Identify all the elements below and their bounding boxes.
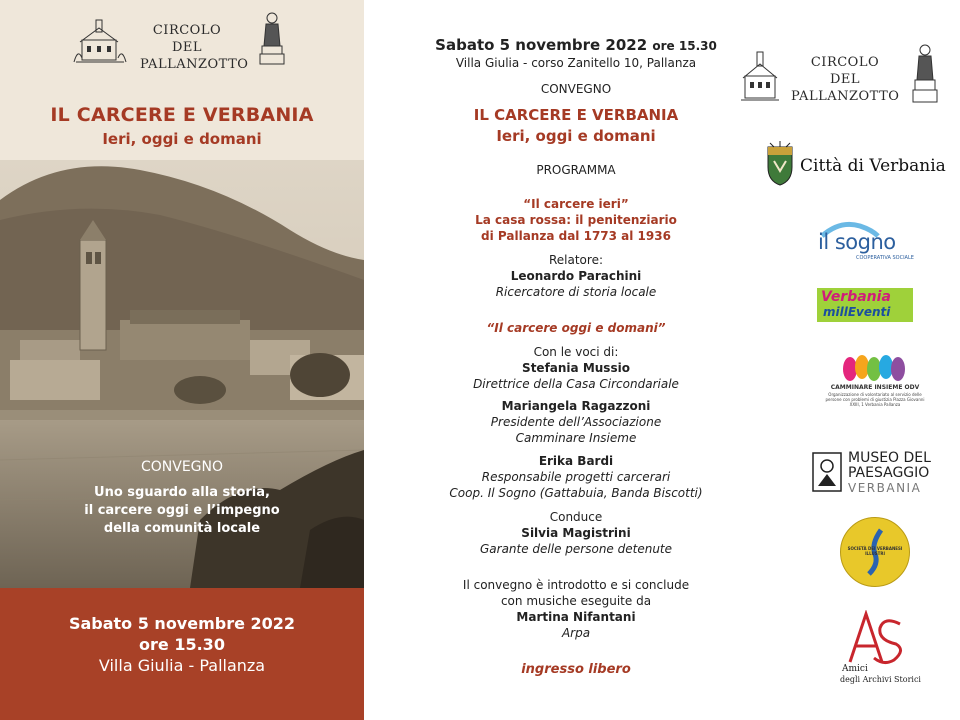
verbania-millevento-logo: [817, 288, 913, 322]
societa-verbanesi-logo: [840, 517, 910, 587]
camminare-insieme-logo: [820, 353, 930, 413]
relatore-label: Relatore:: [548, 253, 603, 267]
il-sogno-logo: [816, 220, 916, 264]
event-datetime: [394, 36, 758, 54]
event-date: Sabato 5 novembre 2022: [435, 36, 648, 54]
part2-title: “Il carcere oggi e domani”: [486, 321, 666, 335]
as-monogram-icon: [844, 610, 904, 666]
cover-description-line-2: il carcere oggi e l’impegno: [84, 503, 280, 518]
free-entry: ingresso libero: [521, 662, 631, 677]
convegno-label: CONVEGNO: [540, 82, 612, 96]
il-sogno-text: il sogno: [818, 230, 896, 254]
speaker-2-role-line-1: Presidente dell’Associazione: [490, 415, 662, 429]
conduce-name: Silvia Magistrini: [521, 526, 631, 540]
musician-name: Martina Nifantani: [516, 610, 636, 624]
il-sogno-subtitle: COOPERATIVA SOCIALE: [856, 255, 914, 261]
circolo-logo-text: CIRCOLO DEL PALLANZOTTO: [140, 23, 249, 72]
villa-sketch-icon: [739, 46, 781, 102]
conduce-label: Conduce: [549, 510, 603, 524]
part1-title-line-3: di Pallanza dal 1773 al 1936: [481, 229, 671, 243]
museo-line-2: PAESAGGIO: [848, 465, 930, 481]
speaker-2-role-line-2: Camminare Insieme: [515, 431, 637, 445]
verbania-mille-bottom: millEventi: [823, 305, 891, 319]
event-time: ore 15.30: [652, 39, 717, 53]
footer-time: ore 15.30: [139, 635, 225, 654]
relatore-name: Leonardo Parachini: [510, 269, 642, 283]
museo-line-1: MUSEO DEL: [848, 450, 931, 466]
verbania-mille-top: Verbania: [821, 289, 891, 305]
citta-text: Città di Verbania: [800, 156, 946, 176]
speaker-1-name: Stefania Mussio: [522, 361, 630, 375]
part1-title-line-2: La casa rossa: il penitenziario: [475, 213, 677, 227]
programma-label: PROGRAMMA: [536, 163, 616, 177]
program-title: IL CARCERE E VERBANIA: [473, 106, 679, 124]
cover-footer: [0, 588, 364, 720]
closing-line-2: con musiche eseguite da: [500, 594, 652, 608]
museo-emblem-icon: [812, 452, 842, 492]
program-subtitle: Ieri, oggi e domani: [496, 127, 656, 145]
musician-instrument: Arpa: [561, 626, 591, 640]
part1-title-line-1: “Il carcere ieri”: [523, 197, 629, 211]
footer-place: Villa Giulia - Pallanza: [98, 656, 266, 675]
cover-description-line-3: della comunità locale: [103, 521, 261, 536]
camminare-title: CAMMINARE INSIEME ODV: [830, 384, 920, 391]
conduce-role: Garante delle persone detenute: [479, 542, 673, 556]
speaker-2-name: Mariangela Ragazzoni: [501, 399, 651, 413]
speaker-3-name: Erika Bardi: [538, 454, 614, 468]
amici-line-2: degli Archivi Storici: [840, 675, 921, 684]
closing-line-1: Il convegno è introdotto e si conclude: [462, 578, 690, 592]
villa-sketch-icon: [72, 18, 128, 64]
speaker-3-role-line-2: Coop. Il Sogno (Gattabuia, Banda Biscotti): [449, 486, 703, 500]
cover-subtitle: Ieri, oggi e domani: [102, 130, 262, 148]
statue-sketch-icon: [256, 10, 288, 66]
event-address: Villa Giulia - corso Zanitello 10, Pallanza: [455, 56, 697, 70]
coat-of-arms-icon: [764, 141, 796, 187]
cover-description-line-1: Uno sguardo alla storia,: [94, 485, 270, 500]
amici-archivi-logo: [840, 610, 920, 688]
citta-verbania-logo: [764, 141, 944, 191]
cover-convegno-label: CONVEGNO: [140, 459, 224, 475]
societa-text: SOCIETÀ DEI VERBANESI ILLUSTRI: [847, 546, 903, 556]
museo-paesaggio-logo: [812, 450, 940, 498]
camminare-desc: Organizzazione di volontariato al servizio delle persone con problemi di giustizia Piazza Giovanni XXIII, 1 Verbania Pallanza: [825, 392, 925, 407]
voices-label: Con le voci di:: [533, 345, 619, 359]
statue-sketch-icon: [911, 42, 939, 104]
people-colors-icon: [842, 353, 908, 383]
circolo-logo: [735, 40, 940, 104]
relatore-role: Ricercatore di storia locale: [495, 285, 657, 299]
speaker-3-role-line-1: Responsabile progetti carcerari: [481, 470, 671, 484]
amici-line-1: Amici: [842, 664, 868, 674]
speaker-1-role: Direttrice della Casa Circondariale: [473, 377, 679, 391]
cover-panel: [0, 0, 364, 720]
museo-line-3: VERBANIA: [848, 481, 922, 495]
footer-date: Sabato 5 novembre 2022: [68, 614, 296, 633]
cover-title: IL CARCERE E VERBANIA: [50, 104, 314, 126]
right-circolo-text: CIRCOLO DEL PALLANZOTTO: [791, 55, 900, 104]
